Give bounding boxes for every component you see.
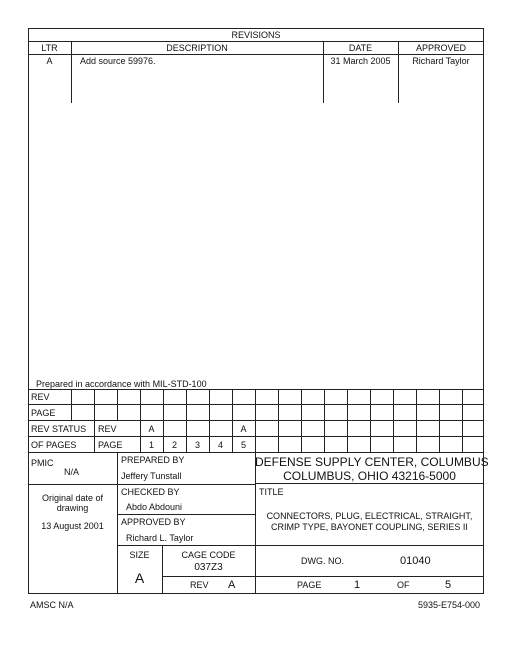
agency-address: COLUMBUS, OHIO 43216-5000 bbox=[283, 469, 456, 483]
original-date-label-2: drawing bbox=[56, 503, 89, 513]
checked-by-name: Abdo Abdouni bbox=[126, 502, 183, 512]
revision-letter: A bbox=[46, 56, 53, 66]
ltr-column-header: LTR bbox=[41, 43, 58, 53]
page-row-label: PAGE bbox=[31, 408, 56, 418]
page-number-4: 4 bbox=[217, 440, 223, 450]
approved-by-label: APPROVED BY bbox=[121, 517, 186, 527]
of-pages-label: OF PAGES bbox=[31, 440, 77, 450]
size-value: A bbox=[134, 570, 145, 586]
dwg-no-value: 01040 bbox=[400, 555, 431, 567]
approved-by-name: Richard L. Taylor bbox=[126, 533, 194, 543]
footer-document-code: 5935-E754-000 bbox=[417, 600, 480, 610]
checked-by-label: CHECKED BY bbox=[121, 487, 180, 497]
rev-status-rev-label: REV bbox=[98, 424, 117, 434]
rev-status-value-1: A bbox=[148, 424, 155, 434]
bottom-rev-label: REV bbox=[190, 580, 209, 590]
page-number-1: 1 bbox=[148, 440, 154, 450]
footer-amsc: AMSC N/A bbox=[30, 600, 74, 610]
bottom-of-value: 5 bbox=[445, 579, 452, 591]
rev-status-label: REV STATUS bbox=[31, 424, 87, 434]
bottom-page-label: PAGE bbox=[297, 580, 322, 590]
title-line-1: CONNECTORS, PLUG, ELECTRICAL, STRAIGHT, bbox=[266, 511, 473, 521]
revision-approver: Richard Taylor bbox=[412, 56, 470, 66]
page-number-5: 5 bbox=[240, 440, 246, 450]
approved-column-header: APPROVED bbox=[415, 43, 466, 53]
revisions-header: REVISIONS bbox=[231, 30, 281, 40]
original-date-value: 13 August 2001 bbox=[41, 521, 104, 531]
page-number-2: 2 bbox=[171, 440, 177, 450]
bottom-rev-value: A bbox=[228, 579, 236, 591]
revision-description: Add source 59976. bbox=[80, 56, 156, 66]
cage-code-label: CAGE CODE bbox=[181, 550, 236, 560]
original-date-label-1: Original date of bbox=[41, 493, 104, 503]
revision-date: 31 March 2005 bbox=[330, 56, 391, 66]
agency-name: DEFENSE SUPPLY CENTER, COLUMBUS bbox=[255, 455, 489, 469]
title-label: TITLE bbox=[259, 487, 284, 497]
dwg-no-label: DWG. NO. bbox=[301, 556, 344, 566]
pmic-value: N/A bbox=[64, 467, 80, 477]
pmic-label: PMIC bbox=[31, 458, 54, 468]
rev-status-value-5: A bbox=[240, 424, 247, 434]
of-pages-page-label: PAGE bbox=[98, 440, 123, 450]
size-label: SIZE bbox=[129, 550, 150, 560]
cage-code-value: 037Z3 bbox=[194, 562, 223, 573]
page-number-3: 3 bbox=[194, 440, 200, 450]
prepared-by-name: Jeffery Tunstall bbox=[121, 471, 182, 481]
prepared-by-label: PREPARED BY bbox=[121, 455, 185, 465]
date-column-header: DATE bbox=[348, 43, 373, 53]
description-column-header: DESCRIPTION bbox=[166, 43, 228, 53]
bottom-of-label: OF bbox=[397, 580, 410, 590]
bottom-page-value: 1 bbox=[354, 579, 361, 591]
rev-row-label: REV bbox=[31, 392, 50, 402]
prepared-note: Prepared in accordance with MIL-STD-100 bbox=[36, 379, 207, 389]
title-line-2: CRIMP TYPE, BAYONET COUPLING, SERIES II bbox=[271, 522, 468, 532]
